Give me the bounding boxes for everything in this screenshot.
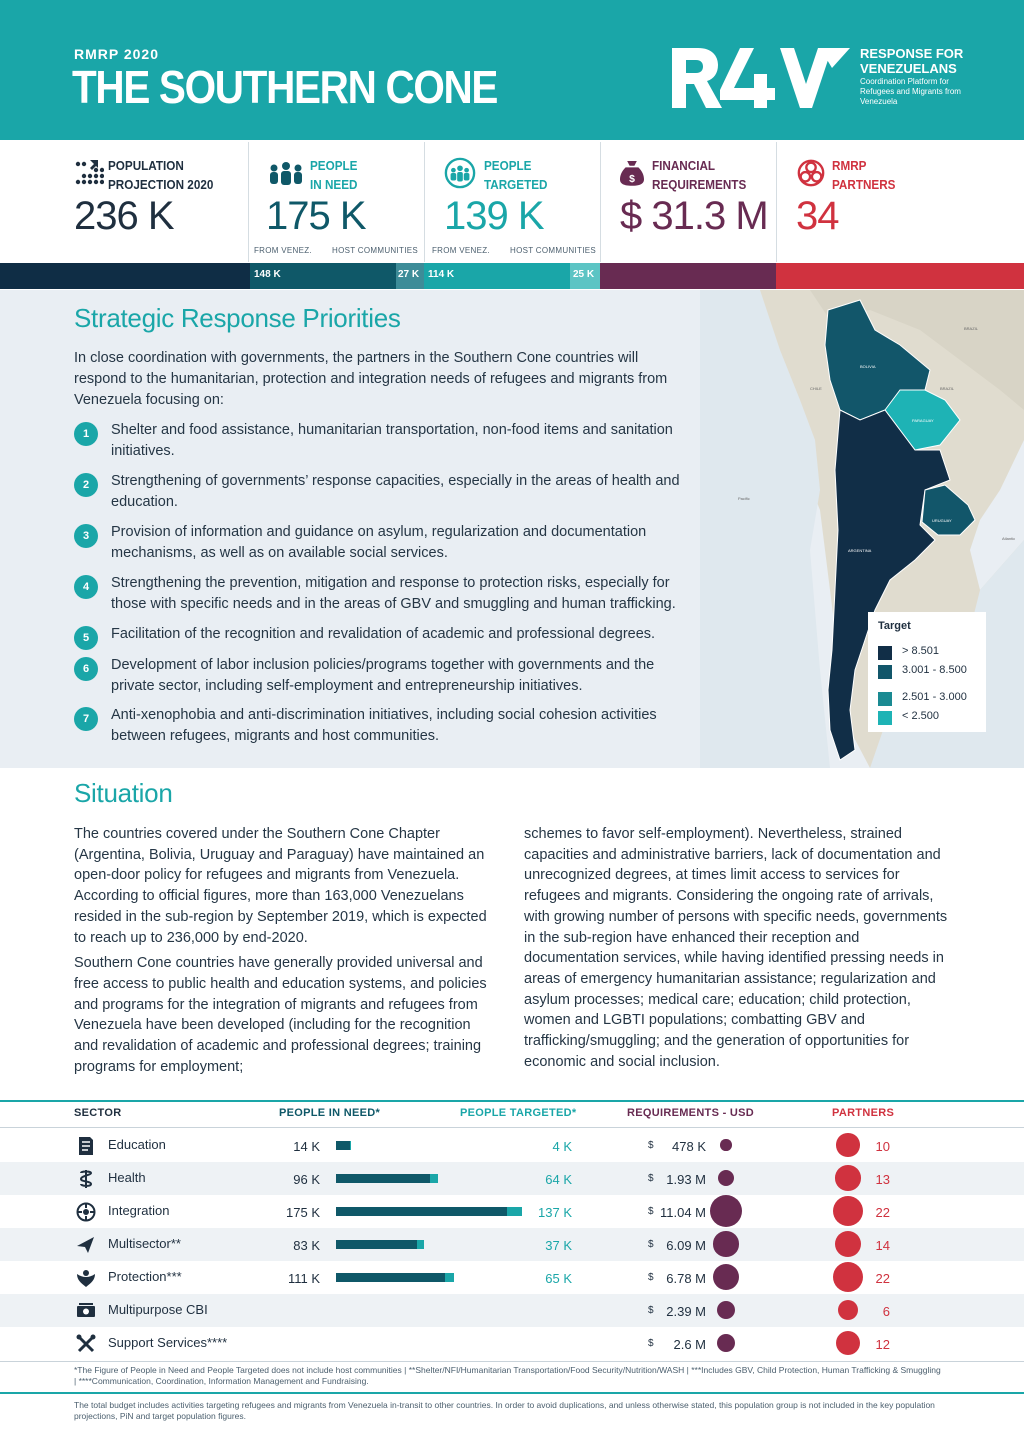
pin-bar <box>336 1174 430 1183</box>
pt-value: 4 K <box>552 1139 572 1154</box>
priority-item <box>74 420 694 462</box>
requirements-dot <box>713 1264 739 1290</box>
cash-icon <box>76 1301 96 1321</box>
currency-symbol: $ <box>648 1272 654 1283</box>
kf-targeted <box>432 142 604 262</box>
partners-value: 22 <box>875 1205 890 1220</box>
svg-text:ARGENTINA: ARGENTINA <box>848 548 872 553</box>
kf-targeted-value: 139 K <box>444 194 544 238</box>
bar-targeted-host-value: 25 K <box>573 269 595 280</box>
requirements-dot <box>720 1139 731 1150</box>
partners-dot <box>833 1262 863 1292</box>
partners-dot <box>838 1300 858 1320</box>
table-row <box>0 1129 1024 1162</box>
kf-financial-value: $ 31.3 M <box>620 194 768 238</box>
priority-text: Shelter and food assistance, humanitarian transportation, non-food items and sanitation initiatives. <box>111 422 673 459</box>
priority-number: 7 <box>74 707 98 731</box>
bar-in-need-host <box>396 263 424 289</box>
svg-text:Pacific: Pacific <box>738 496 750 501</box>
pin-bar <box>336 1240 417 1249</box>
svg-text:BRAZIL: BRAZIL <box>940 386 955 391</box>
footnote-definitions: *The Figure of People in Need and People Targeted does not include host communities | **Shelter/NFI/Humanitarian Transportation/Food Security/Nutrition/WASH | ***Includes GBV, Child Protection, Human Trafficking & Smuggling | ****Communication, Coordination, Information Management and Fundraising. <box>74 1365 941 1386</box>
requirements-dot <box>717 1334 736 1353</box>
col-header-pt: PEOPLE TARGETED* <box>460 1107 577 1119</box>
pin-value: 175 K <box>286 1205 320 1220</box>
priority-text: Anti-xenophobia and anti-discrimination initiatives, including social cohesion activities between refugees, migrants and host communities. <box>111 707 657 744</box>
partners-dot <box>836 1133 859 1156</box>
bar-population <box>0 263 250 289</box>
currency-symbol: $ <box>648 1206 654 1217</box>
sector-name: Multisector** <box>108 1236 181 1251</box>
sector-name: Support Services**** <box>108 1335 228 1350</box>
pin-bar <box>336 1141 350 1150</box>
priority-item <box>74 573 694 615</box>
legend-swatch <box>878 711 892 725</box>
priority-text: Strengthening of governments’ response capacities, especially in the areas of health and education. <box>111 473 680 510</box>
partners-dot <box>833 1196 863 1226</box>
priority-number: 5 <box>74 626 98 650</box>
priority-text: Provision of information and guidance on asylum, regularization and documentation mechanisms, as well as on available social services. <box>111 524 647 561</box>
logo-subtitle: Coordination Platform for Refugees and Migrants from Venezuela <box>860 77 961 106</box>
legend-item <box>878 663 983 679</box>
kf-partners-label: RMRP PARTNERS <box>832 158 896 192</box>
page-title: THE SOUTHERN CONE <box>72 61 498 113</box>
situation-paragraph: Southern Cone countries have generally provided universal and free access to public health and education systems, and policies and programs for the integration of migrants and refugees from Venezuela have been developed (including for the recognition and revalidation of academic and professional degrees; training programs for employment; <box>74 955 487 1075</box>
priority-number: 2 <box>74 473 98 497</box>
sector-name: Integration <box>108 1203 170 1218</box>
legend-label: 2.501 - 3.000 <box>902 691 967 703</box>
kf-targeted-split-b-label: HOST COMMUNITIES <box>510 246 596 255</box>
people-targeted-icon <box>444 156 476 190</box>
pt-value: 137 K <box>538 1205 572 1220</box>
requirements-dot <box>710 1195 742 1227</box>
legend-label: 3.001 - 8.500 <box>902 664 967 676</box>
priorities-title: Strategic Response Priorities <box>74 303 401 333</box>
health-icon <box>76 1169 96 1189</box>
svg-text:PARAGUAY: PARAGUAY <box>912 418 934 423</box>
sector-table <box>0 1129 1024 1361</box>
kf-population-value: 236 K <box>74 194 174 238</box>
plan-label: RMRP 2020 <box>74 46 160 62</box>
bar-targeted-venez-value: 114 K <box>428 269 455 280</box>
kf-targeted-split-a-label: FROM VENEZ. <box>432 246 490 255</box>
priority-number: 1 <box>74 422 98 446</box>
partners-value: 12 <box>875 1337 890 1352</box>
logo-title: RESPONSE FOR VENEZUELANS <box>860 46 964 76</box>
pin-value: 14 K <box>293 1139 320 1154</box>
partners-dot <box>835 1165 860 1190</box>
pin-bar <box>336 1207 507 1216</box>
map-legend <box>868 612 986 732</box>
bar-in-need-venez <box>250 263 396 289</box>
situation-title: Situation <box>74 778 173 808</box>
pt-value: 64 K <box>545 1172 572 1187</box>
requirements-value: 2.6 M <box>673 1337 706 1352</box>
sector-name: Protection*** <box>108 1269 182 1284</box>
pin-value: 83 K <box>293 1238 320 1253</box>
legend-swatch <box>878 692 892 706</box>
priority-text: Facilitation of the recognition and revalidation of academic and professional degrees. <box>111 626 656 642</box>
partners-value: 10 <box>875 1139 890 1154</box>
priority-text: Strengthening the prevention, mitigation and response to protection risks, especially for those with specific needs and in the areas of GBV and smuggling and human trafficking. <box>111 575 676 612</box>
kf-in-need-split-a-label: FROM VENEZ. <box>254 246 312 255</box>
situation-paragraph: The countries covered under the Southern Cone Chapter (Argentina, Bolivia, Uruguay and Paraguay) have maintained an open-door policy for refugees and migrants from Venezuela. According to official figures, more than 163,000 Venezuelans resided in the sub-region by September 2019, which is expected to reach up to 236,000 by end-2020. <box>74 826 487 946</box>
col-header-pin: PEOPLE IN NEED* <box>279 1107 381 1119</box>
legend-item <box>878 644 983 660</box>
kf-in-need <box>254 142 426 262</box>
requirements-dot <box>713 1231 738 1256</box>
table-top-rule <box>0 1100 1024 1102</box>
requirements-dot <box>718 1170 735 1187</box>
svg-text:BOLIVIA: BOLIVIA <box>860 364 876 369</box>
svg-text:Atlantic: Atlantic <box>1002 536 1016 541</box>
kf-in-need-label: PEOPLE IN NEED <box>310 158 358 192</box>
priority-number: 6 <box>74 657 98 681</box>
col-header-partners: PARTNERS <box>832 1107 895 1119</box>
divider <box>248 142 249 262</box>
kf-in-need-split-b-label: HOST COMMUNITIES <box>332 246 418 255</box>
priority-item <box>74 522 694 564</box>
people-in-need-icon <box>266 156 306 190</box>
partners-dot <box>836 1331 861 1356</box>
priority-item <box>74 471 694 513</box>
requirements-value: 11.04 M <box>660 1205 707 1220</box>
header-banner <box>0 0 1024 140</box>
priority-number: 3 <box>74 524 98 548</box>
header-rule <box>0 1127 1024 1128</box>
currency-symbol: $ <box>648 1239 654 1250</box>
requirements-value: 6.78 M <box>666 1271 706 1286</box>
kf-financial <box>620 142 770 262</box>
legend-item <box>878 709 983 725</box>
kf-population <box>74 142 244 262</box>
currency-symbol: $ <box>648 1140 654 1151</box>
table-row <box>0 1261 1024 1294</box>
partners-value: 13 <box>875 1172 890 1187</box>
col-header-requirements: REQUIREMENTS - USD <box>627 1107 755 1119</box>
sector-name: Multipurpose CBI <box>108 1302 208 1317</box>
kf-partners-value: 34 <box>796 194 839 238</box>
requirements-value: 6.09 M <box>666 1238 706 1253</box>
partners-value: 14 <box>875 1238 890 1253</box>
bar-in-need-host-value: 27 K <box>398 269 420 280</box>
table-row <box>0 1294 1024 1327</box>
bar-in-need-venez-value: 148 K <box>254 269 281 280</box>
r4v-logo <box>670 44 855 112</box>
sector-name: Education <box>108 1137 166 1152</box>
priority-item <box>74 655 694 697</box>
table-row <box>0 1228 1024 1261</box>
bar-partners <box>776 263 1024 289</box>
pin-value: 96 K <box>293 1172 320 1187</box>
table-row <box>0 1162 1024 1195</box>
money-bag-icon <box>620 156 644 190</box>
pin-bar <box>336 1273 445 1282</box>
table-bottom-rule <box>0 1361 1024 1362</box>
table-row <box>0 1327 1024 1360</box>
footer-rule <box>0 1392 1024 1394</box>
priority-number: 4 <box>74 575 98 599</box>
divider <box>776 142 777 262</box>
bar-financial <box>600 263 776 289</box>
legend-label: > 8.501 <box>902 645 940 657</box>
kf-population-label: POPULATION PROJECTION 2020 <box>108 158 214 192</box>
situation-paragraph: schemes to favor self-employment). Nevertheless, strained capacities and administrative barriers, lack of documentation and unrecognized degrees, at times limit access to services for refugees and migrants. Considering the ongoing rate of arrivals, with growing number of persons with specific needs, governments in the sub-region have enhanced their reception and documentation services, while having identified pressing needs in areas of emergency humanitarian assistance; regularization and asylum processes; medical care; education; child protection, women and LGBTI populations; combatting GBV and trafficking/smuggling; and the generation of opportunities for economic and social inclusion. <box>524 826 948 1070</box>
situation-column-2 <box>524 824 954 1072</box>
population-icon <box>74 156 104 190</box>
legend-label: < 2.500 <box>902 710 940 722</box>
requirements-value: 2.39 M <box>666 1304 706 1319</box>
pt-value: 65 K <box>545 1271 572 1286</box>
requirements-dot <box>717 1301 735 1319</box>
partners-dot <box>835 1231 861 1257</box>
divider <box>600 142 601 262</box>
bar-targeted-host <box>570 263 600 289</box>
table-row <box>0 1195 1024 1228</box>
bar-targeted-venez <box>424 263 570 289</box>
partners-icon <box>796 156 826 190</box>
kf-in-need-value: 175 K <box>266 194 366 238</box>
requirements-value: 1.93 M <box>666 1172 706 1187</box>
kf-partners <box>796 142 996 262</box>
priorities-intro: In close coordination with governments, the partners in the Southern Cone countries will respond to the humanitarian, protection and integration needs of refugees and migrants from Venezuela focusing on: <box>74 350 668 408</box>
integration-icon <box>76 1202 96 1222</box>
support-services-icon <box>76 1334 96 1354</box>
col-header-sector: SECTOR <box>74 1107 122 1119</box>
svg-text:$: $ <box>629 173 635 185</box>
pin-value: 111 K <box>287 1271 320 1286</box>
kf-financial-label: FINANCIAL REQUIREMENTS <box>652 158 747 192</box>
legend-swatch <box>878 646 892 660</box>
education-icon <box>76 1136 96 1156</box>
divider <box>424 142 425 262</box>
currency-symbol: $ <box>648 1173 654 1184</box>
legend-swatch <box>878 665 892 679</box>
svg-text:CHILE: CHILE <box>810 386 822 391</box>
footnote-budget: The total budget includes activities targeting refugees and migrants from Venezuela in-transit to other countries. In order to avoid duplications, and unless otherwise stated, this population group is not included in the key population projections, PiN and target population figures. <box>74 1400 935 1421</box>
requirements-value: 478 K <box>672 1139 706 1154</box>
sector-name: Health <box>108 1170 146 1185</box>
legend-title: Target <box>878 620 911 632</box>
multisector-icon <box>76 1235 96 1255</box>
situation-column-1 <box>74 824 494 1077</box>
svg-text:URUGUAY: URUGUAY <box>932 518 952 523</box>
pt-value: 37 K <box>545 1238 572 1253</box>
currency-symbol: $ <box>648 1338 654 1349</box>
currency-symbol: $ <box>648 1305 654 1316</box>
protection-icon <box>76 1268 96 1288</box>
partners-value: 22 <box>875 1271 890 1286</box>
priority-item <box>74 705 694 747</box>
partners-value: 6 <box>882 1304 890 1319</box>
priority-text: Development of labor inclusion policies/programs together with governments and the private sector, including self-employment and entrepreneurship initiatives. <box>111 657 655 694</box>
kf-targeted-label: PEOPLE TARGETED <box>484 158 548 192</box>
legend-item <box>878 690 983 706</box>
svg-text:BRAZIL: BRAZIL <box>964 326 979 331</box>
